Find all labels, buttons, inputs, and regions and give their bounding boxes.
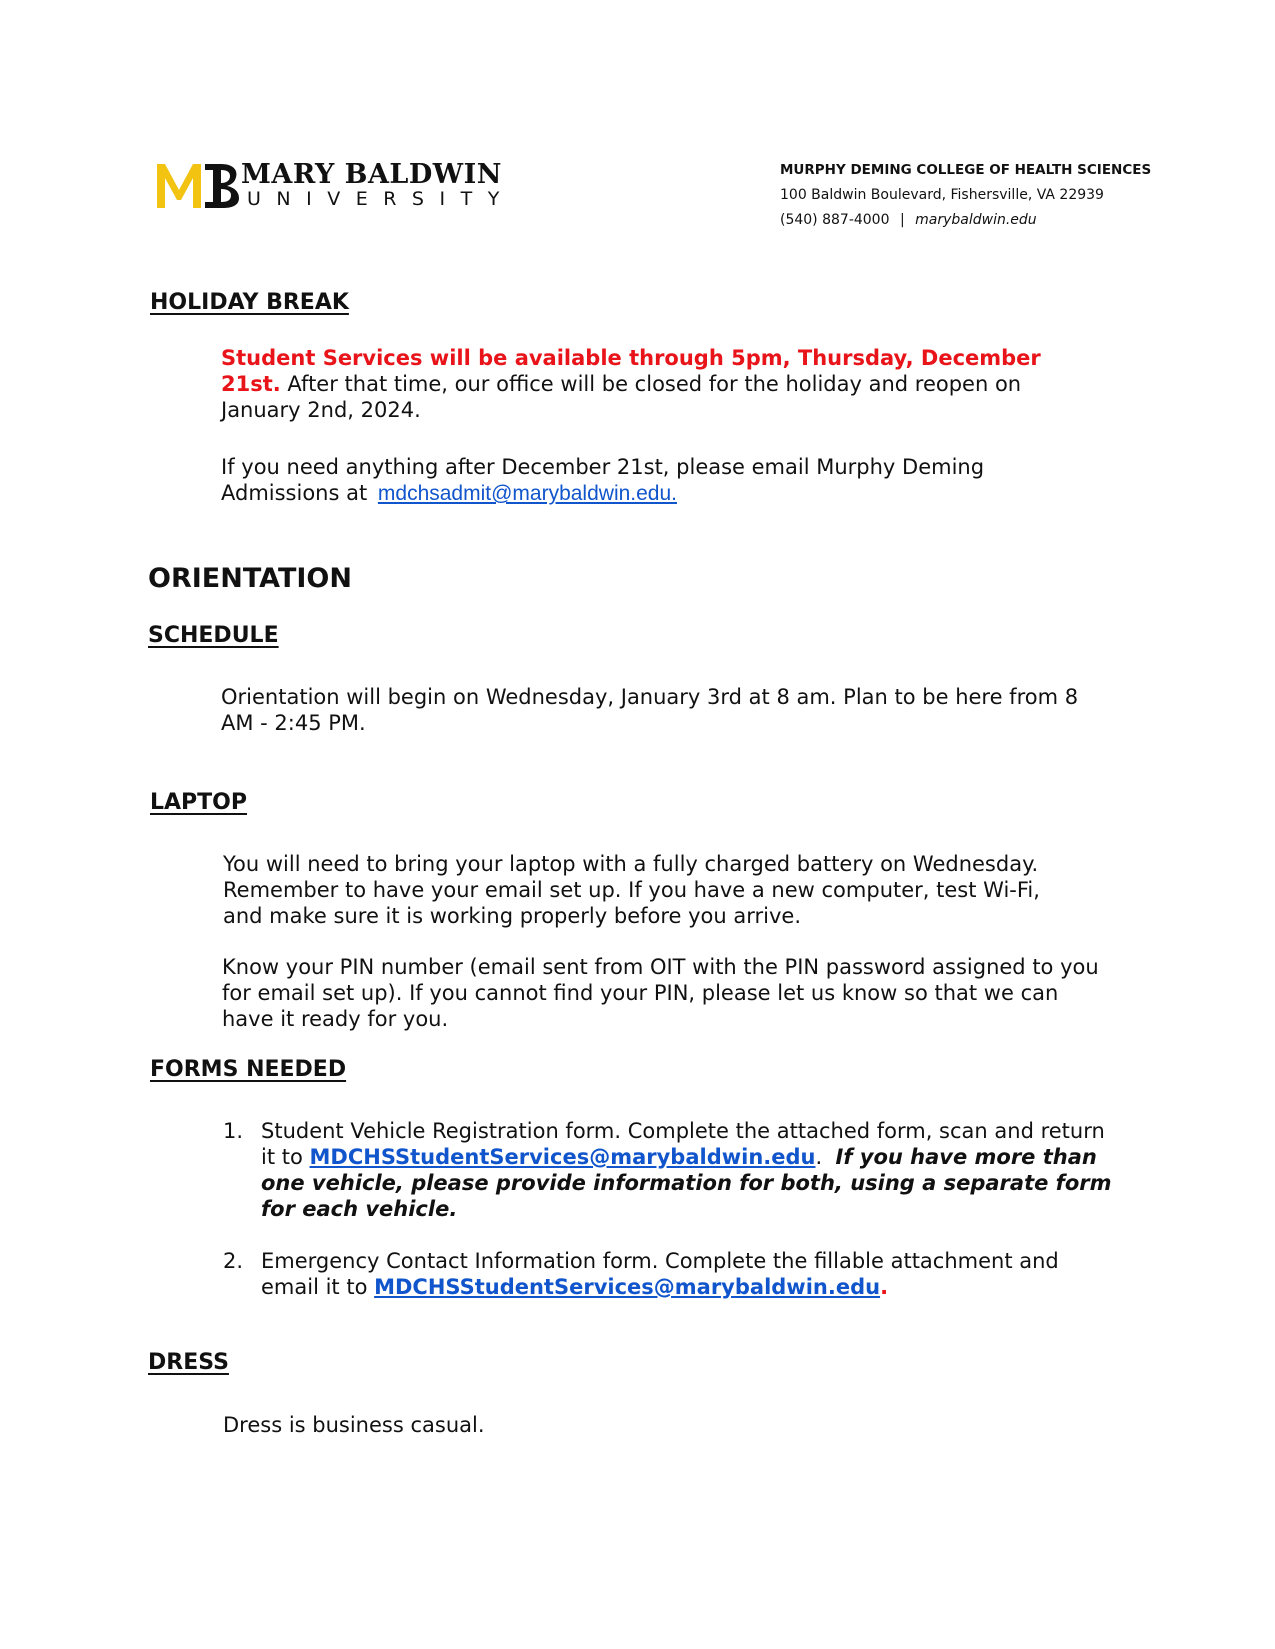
list-item (223, 1118, 1113, 1222)
street-address: 100 Baldwin Boulevard, Fishersville, VA 22939 (780, 187, 1104, 203)
laptop-heading: LAPTOP (150, 790, 248, 815)
orientation-heading: ORIENTATION (148, 563, 352, 594)
phone-number: (540) 887-4000 (780, 212, 890, 228)
dress-heading: DRESS (148, 1350, 229, 1375)
logo-wordmark: MARY BALDWIN (241, 159, 502, 190)
laptop-paragraph-1: You will need to bring your laptop with a fully charged battery on Wednesday. Remember to have your email set up. If you have a new computer, test Wi-Fi, and make sure it is working properly before you arrive. (223, 852, 1040, 928)
forms-list (223, 1118, 1113, 1300)
separator: | (899, 212, 905, 228)
contact-paragraph (221, 454, 1101, 507)
forms-heading: FORMS NEEDED (150, 1057, 347, 1082)
vehicle-form-text: Student Vehicle Registration form. Complete the attached form, scan and return it to (261, 1119, 1105, 1169)
schedule-heading: SCHEDULE (148, 623, 279, 648)
website: marybaldwin.edu (915, 212, 1037, 228)
contact-text: If you need anything after December 21st, please email Murphy Deming Admissions at (221, 455, 985, 505)
availability-notice: Student Services will be available through 5pm, Thursday, December 21st. (221, 346, 1041, 396)
college-name: MURPHY DEMING COLLEGE OF HEALTH SCIENCES (780, 162, 1152, 178)
university-logo (155, 159, 515, 212)
letterhead-address (780, 158, 1151, 233)
logo-subtitle: UNIVERSITY (247, 188, 515, 210)
laptop-paragraph-2: Know your PIN number (email sent from OIT with the PIN password assigned to you for email set up). If you cannot find your PIN, please let us know so that we can have it ready for you. (222, 955, 1099, 1031)
holiday-paragraph (221, 345, 1101, 423)
vehicle-emphasis-note: If you have more than one vehicle, please provide information for both, using a separate form for each vehicle. (261, 1145, 1112, 1221)
punctuation: . (815, 1145, 836, 1169)
student-services-email-link[interactable]: MDCHSStudentServices@marybaldwin.edu (309, 1145, 816, 1169)
list-item (223, 1248, 1113, 1300)
punctuation: . (880, 1275, 889, 1299)
dress-text: Dress is business casual. (223, 1413, 485, 1437)
list-number: 2. (223, 1249, 244, 1273)
student-services-email-link[interactable]: MDCHSStudentServices@marybaldwin.edu (374, 1275, 881, 1299)
mb-monogram-icon (155, 160, 247, 212)
schedule-text: Orientation will begin on Wednesday, January 3rd at 8 am. Plan to be here from 8 AM - 2:45 PM. (221, 685, 1079, 735)
admissions-email-link[interactable]: mdchsadmit@marybaldwin.edu. (377, 482, 677, 505)
holiday-heading: HOLIDAY BREAK (150, 290, 349, 315)
list-number: 1. (223, 1119, 244, 1143)
emergency-form-text: Emergency Contact Information form. Complete the fillable attachment and email it to (261, 1249, 1059, 1299)
contact-line (780, 208, 1151, 233)
closure-text: After that time, our office will be closed for the holiday and reopen on January 2nd, 2024. (221, 372, 1022, 422)
